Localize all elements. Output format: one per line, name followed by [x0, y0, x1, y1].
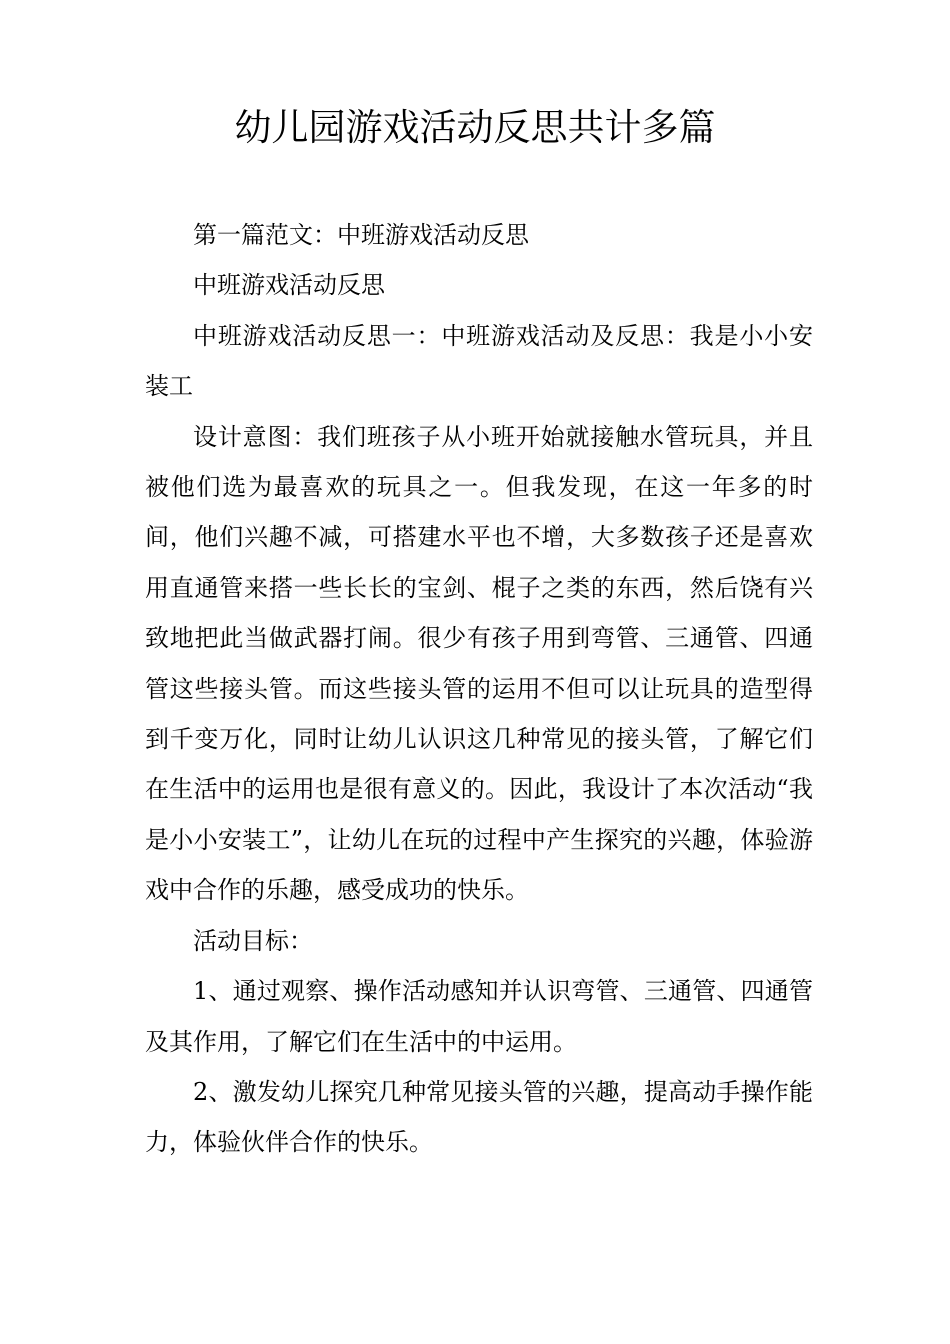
paragraph-subtitle: 中班游戏活动反思	[193, 271, 385, 300]
paragraph-section-heading: 第一篇范文：中班游戏活动反思	[193, 221, 529, 249]
paragraph-design-intent: 设计意图：我们班孩子从小班开始就接触水管玩具，并且被他们选为最喜欢的玩具之一。但我发现，在这一年多的时间，他们兴趣不减，可搭建水平也不增，大多数孩子还是喜欢用直通管来搭一些长长的宝剑、棍子之类的东西，然后饶有兴致地把此当做武器打闹。很少有孩子用到弯管、三通管、四通管这些接头管。而这些接头管的运用不但可以让玩具的造型得到千变万化，同时让幼儿认识这几种常见的接头管，了解它们在生活中的运用也是很有意义的。因此，我设计了本次活动“我是小小安装工”，让幼儿在玩的过程中产生探究的兴趣，体验游戏中合作的乐趣，感受成功的快乐。	[145, 422, 813, 905]
paragraph-goal-1: 1、通过观察、操作活动感知并认识弯管、三通管、四通管及其作用，了解它们在生活中的中运用。	[145, 977, 813, 1056]
paragraph-goal-2: 2、激发幼儿探究几种常见接头管的兴趣，提高动手操作能力，体验伙伴合作的快乐。	[145, 1077, 813, 1157]
paragraph-goals-heading: 活动目标：	[193, 926, 313, 955]
document-title: 幼儿园游戏活动反思共计多篇	[234, 106, 716, 149]
paragraph-lesson-title: 中班游戏活动反思一：中班游戏活动及反思：我是小小安装工	[145, 321, 813, 401]
document-body	[145, 210, 813, 1168]
